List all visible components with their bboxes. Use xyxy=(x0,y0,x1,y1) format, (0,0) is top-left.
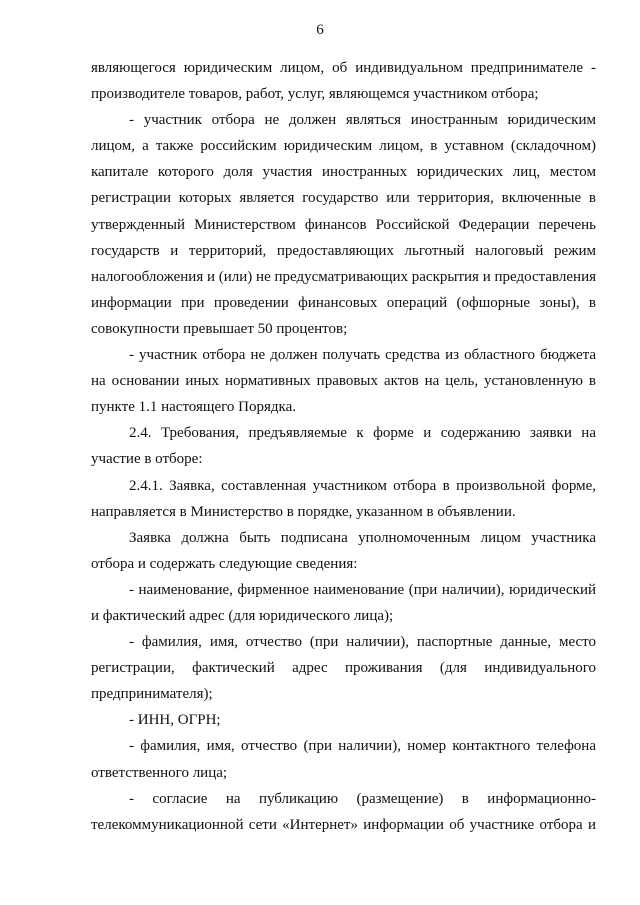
paragraph-budget-requirement: - участник отбора не должен получать средства из областного бюджета на основании иных нормативных правовых актов на цель, установленную в пункте 1.1 настоящего Порядка. xyxy=(91,347,596,416)
list-item-personal-data: - фамилия, имя, отчество (при наличии), паспортные данные, место регистрации, фактический адрес проживания (для индивидуального предпринимателя); xyxy=(91,634,596,703)
page-number: 6 xyxy=(316,22,324,38)
paragraph-application-signature: Заявка должна быть подписана уполномоченным лицом участника отбора и содержать следующие сведения: xyxy=(91,529,596,572)
list-item-publication-consent: - согласие на публикацию (размещение) в информационно-телекоммуникационной сети «Интернет» информации об участнике отбора и xyxy=(91,790,596,833)
paragraph-section-2-4: 2.4. Требования, предъявляемые к форме и содержанию заявки на участие в отборе: xyxy=(91,425,596,468)
document-body xyxy=(91,55,596,838)
paragraph-section-2-4-1: 2.4.1. Заявка, составленная участником отбора в произвольной форме, направляется в Министерство в порядке, указанном в объявлении. xyxy=(91,477,596,520)
list-item-name-address: - наименование, фирменное наименование (при наличии), юридический и фактический адрес (для юридического лица); xyxy=(91,581,596,624)
list-item-contact-person: - фамилия, имя, отчество (при наличии), номер контактного телефона ответственного лица; xyxy=(91,738,596,781)
paragraph-offshore-requirement: - участник отбора не должен являться иностранным юридическим лицом, а также российским юридическим лицом, в уставном (складочном) капитале которого доля участия иностранных юридических лиц, местом регистрации которых является государство или территория, включенные в утвержденный Министерством финансов Российской Федерации перечень государств и территорий, предоставляющих льготный налоговый режим налогообложения и (или) не предусматривающих раскрытия и предоставления информации при проведении финансовых операций (офшорные зоны), в совокупности превышает 50 процентов; xyxy=(91,112,596,337)
paragraph-continuation: являющегося юридическим лицом, об индивидуальном предпринимателе - производителе товаров, работ, услуг, являющемся участником отбора; xyxy=(91,60,596,103)
list-item-inn-ogrn: - ИНН, ОГРН; xyxy=(129,712,221,729)
